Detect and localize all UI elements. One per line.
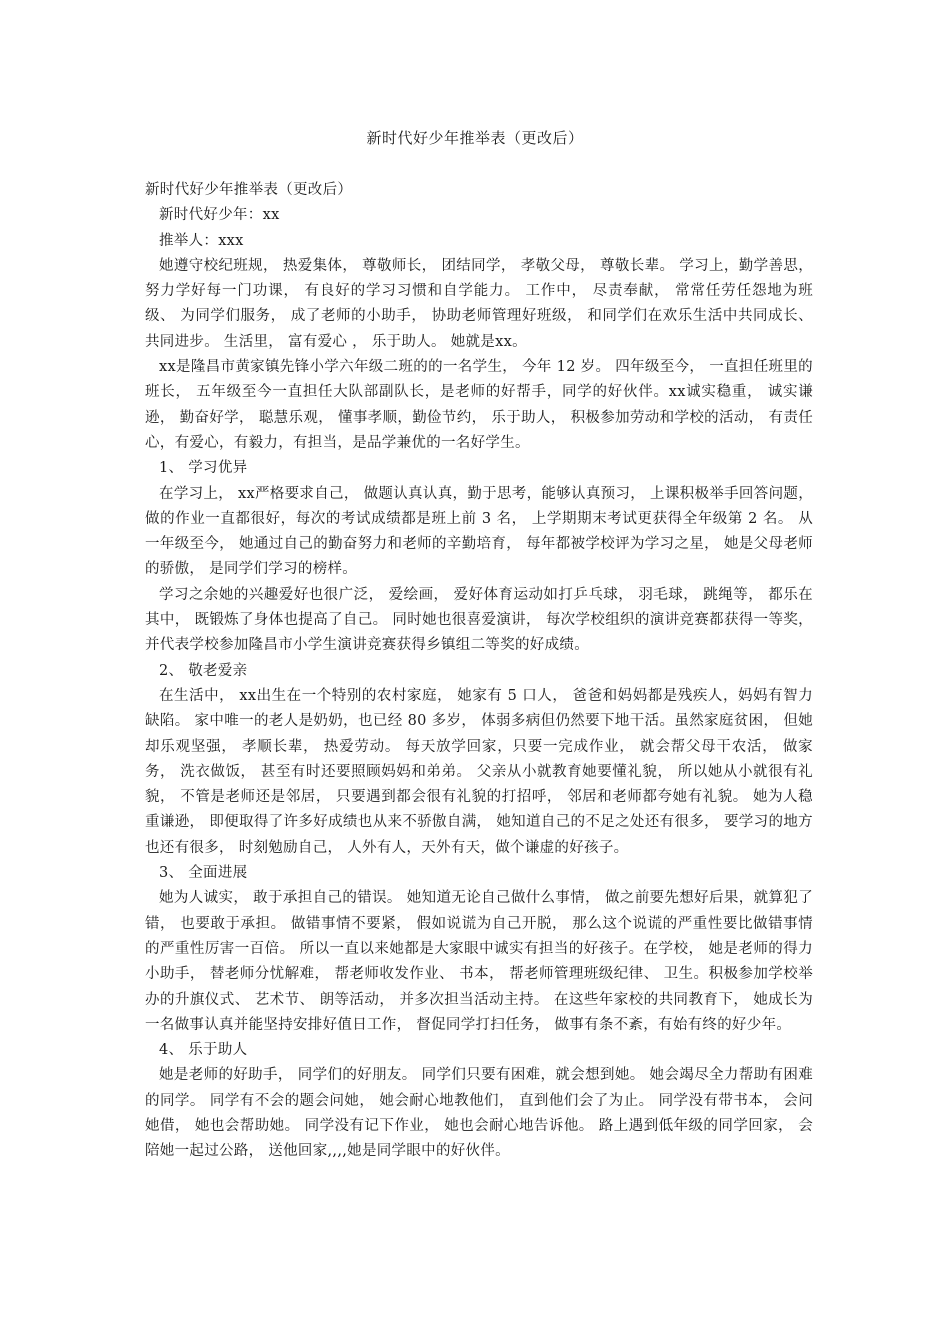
section-2-paragraph-1: 在生活中， xx出生在一个特别的农村家庭， 她家有 5 口人， 爸爸和妈妈都是残疾人，妈妈有智力缺陷。 家中唯一的老人是奶奶，也已经 80 多岁， 体弱多病但仍然要下地干活。虽然家庭贫困， 但她却乐观坚强， 孝顺长辈， 热爱劳动。 每天放学回家，只要一完成作业， 就会帮父母干农活， 做家务， 洗衣做饭， 甚至有时还要照顾妈妈和弟弟。 父亲从小就教育她要懂礼貌， 所以她从小就很有礼貌， 不管是老师还是邻居， 只要遇到都会很有礼貌的打招呼， 邻居和老师都夸她有礼貌。 她为人稳重谦逊， 即便取得了许多好成绩也从来不骄傲自满， 她知道自己的不足之处还有很多， 要学习的地方也还有很多， 时刻勉励自己， 人外有人，天外有天，做个谦虚的好孩子。 bbox=[145, 687, 813, 856]
section-1-paragraph-2: 学习之余她的兴趣爱好也很广泛， 爱绘画， 爱好体育运动如打乒乓球， 羽毛球， 跳绳等， 都乐在其中， 既锻炼了身体也提高了自己。 同时她也很喜爱演讲， 每次学校组织的演讲竞赛都获得一等奖， 并代表学校参加隆昌市小学生演讲竞赛获得乡镇组二等奖的好成绩。 bbox=[145, 586, 813, 654]
section-4-paragraph-1: 她是老师的好助手， 同学们的好朋友。 同学们只要有困难，就会想到她。 她会竭尽全力帮助有困难的同学。 同学有不会的题会问她， 她会耐心地教他们， 直到他们会了为止。 同学没有带书本， 会问她借， 她也会帮助她。 同学没有记下作业， 她也会耐心地告诉他。 路上遇到低年级的同学回家， 会陪她一起过公路， 送他回家,,,,她是同学眼中的好伙伴。 bbox=[145, 1067, 813, 1160]
nominee-line: 新时代好少年：xx bbox=[159, 207, 280, 224]
document-title: 新时代好少年推举表（更改后） bbox=[366, 129, 584, 147]
section-3-paragraph-1: 她为人诚实， 敢于承担自己的错误。 她知道无论自己做什么事情， 做之前要先想好后果，就算犯了错， 也要敢于承担。 做错事情不要紧， 假如说谎为自己开脱， 那么这个说谎的严重性要比做错事情的严重性厉害一百倍。 所以一直以来她都是大家眼中诚实有担当的好孩子。在学校， 她是老师的得力小助手， 替老师分忧解难， 帮老师收发作业、 书本， 帮老师管理班级纪律、 卫生。积极参加学校举办的升旗仪式、 艺术节、 朗等活动， 并多次担当活动主持。 在这些年家校的共同教育下， 她成长为一名做事认真并能坚持安排好值日工作， 督促同学打扫任务， 做事有条不紊，有始有终的好少年。 bbox=[145, 890, 813, 1033]
section-1-paragraph-1: 在学习上， xx严格要求自己， 做题认真认真，勤于思考，能够认真预习， 上课积极举手回答问题， 做的作业一直都很好，每次的考试成绩都是班上前 3 名， 上学期期末考试更获得全年级第 2 名。 从一年级至今， 她通过自己的勤奋努力和老师的辛勤培育， 每年都被学校评为学习之星， 她是父母老师的骄傲， 是同学们学习的榜样。 bbox=[145, 485, 813, 578]
section-4-heading: 4、 乐于助人 bbox=[159, 1042, 248, 1059]
nominator-line: 推举人：xxx bbox=[159, 232, 244, 249]
intro-paragraph-2: xx是隆昌市黄家镇先锋小学六年级二班的的一名学生， 今年 12 岁。 四年级至今， 一直担任班里的班长， 五年级至今一直担任大队部副队长，是老师的好帮手，同学的好伙伴。xx诚实稳重， 诚实谦逊， 勤奋好学， 聪慧乐观， 懂事孝顺，勤俭节约， 乐于助人， 积极参加劳动和学校的活动， 有责任心，有爱心，有毅力，有担当，是品学兼优的一名好学生。 bbox=[145, 359, 813, 451]
section-3-heading: 3、 全面进展 bbox=[159, 865, 248, 882]
document-body bbox=[145, 178, 813, 1165]
body-heading: 新时代好少年推举表（更改后） bbox=[145, 182, 353, 198]
section-2-heading: 2、 敬老爱亲 bbox=[159, 662, 248, 679]
section-1-heading: 1、 学习优异 bbox=[159, 460, 248, 477]
intro-paragraph-1: 她遵守校纪班规， 热爱集体， 尊敬师长， 团结同学， 孝敬父母， 尊敬长辈。 学习上，勤学善思， 努力学好每一门功课， 有良好的学习习惯和自学能力。 工作中， 尽责奉献， 常常任劳任怨地为班级、 为同学们服务， 成了老师的小助手， 协助老师管理好班级， 和同学们在欢乐生活中共同成长、 共同进步。 生活里， 富有爱心 ， 乐于助人。 她就是xx。 bbox=[145, 257, 813, 350]
